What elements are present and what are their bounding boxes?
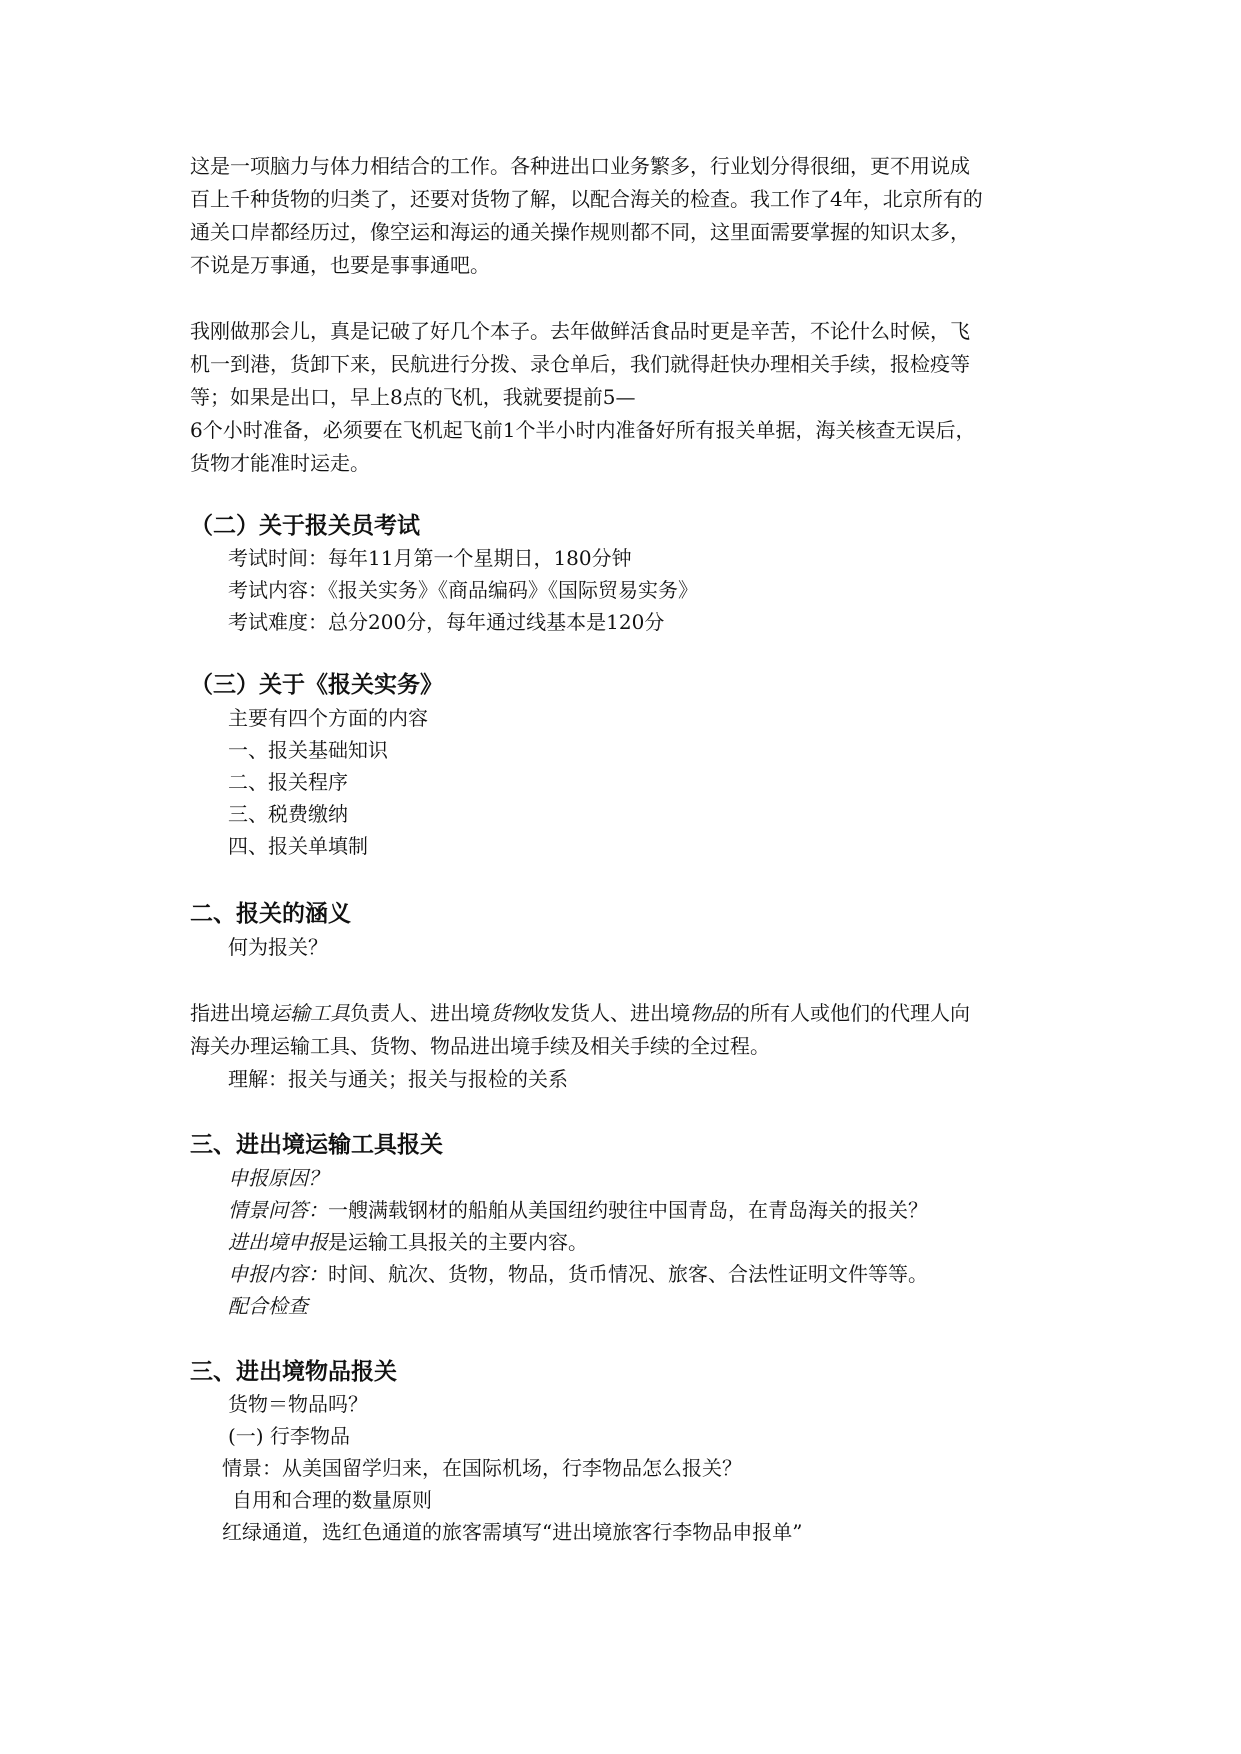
transport-scenario-line [228, 1195, 928, 1225]
goods-channel-line: 红绿通道，选红色通道的旅客需填写“进出境旅客行李物品申报单” [222, 1520, 803, 1544]
definition-line-1 [190, 998, 970, 1028]
meaning-question: 何为报关？ [228, 935, 328, 959]
understanding-line: 理解：报关与通关；报关与报检的关系 [228, 1067, 568, 1091]
intro-paragraph-2 [190, 315, 1070, 480]
content-text: 时间、航次、货物，物品，货币情况、旅客、合法性证明文件等等。 [328, 1262, 928, 1286]
definition-text: 指进出境 [190, 1001, 270, 1025]
goods-question-line: 货物＝物品吗？ [228, 1392, 368, 1416]
goods-principle-line: 自用和合理的数量原则 [232, 1488, 432, 1512]
section-heading-exam: （二）关于报关员考试 [190, 513, 420, 539]
definition-text: 负责人、进出境 [350, 1001, 490, 1025]
text-line: 等；如果是出口，早上8点的飞机，我就要提前5— [190, 385, 636, 409]
scenario-label: 情景问答： [228, 1198, 328, 1222]
text-line: 百上千种货物的归类了，还要对货物了解，以配合海关的检查。我工作了4年，北京所有的 [190, 187, 983, 211]
text-line: 我刚做那会儿，真是记破了好几个本子。去年做鲜活食品时更是辛苦，不论什么时候，飞 [190, 319, 970, 343]
transport-content-line [228, 1259, 928, 1289]
practice-item-3: 三、税费缴纳 [228, 802, 348, 826]
content-label: 申报内容： [228, 1262, 328, 1286]
section-heading-practice: （三）关于《报关实务》 [190, 672, 443, 698]
section-heading-meaning: 二、报关的涵义 [190, 901, 351, 927]
exam-difficulty-line: 考试难度：总分200分，每年通过线基本是120分 [228, 610, 665, 634]
section-heading-transport: 三、进出境运输工具报关 [190, 1132, 443, 1158]
text-line: 通关口岸都经历过，像空运和海运的通关操作规则都不同，这里面需要掌握的知识太多， [190, 220, 970, 244]
definition-text: 的所有人或他们的代理人向 [730, 1001, 970, 1025]
transport-declaration-line [228, 1227, 588, 1257]
text-line: 这是一项脑力与体力相结合的工作。各种进出口业务繁多，行业划分得很细，更不用说成 [190, 154, 970, 178]
exam-time-line: 考试时间：每年11月第一个星期日，180分钟 [228, 546, 632, 570]
exam-content-line: 考试内容：《报关实务》《商品编码》《国际贸易实务》 [228, 578, 698, 602]
practice-intro-line: 主要有四个方面的内容 [228, 706, 428, 730]
definition-emphasis: 物品 [690, 1001, 730, 1025]
transport-inspection-line: 配合检查 [228, 1294, 308, 1318]
text-line: 6个小时准备，必须要在飞机起飞前1个半小时内准备好所有报关单据，海关核查无误后， [190, 418, 976, 442]
section-heading-goods: 三、进出境物品报关 [190, 1359, 397, 1385]
goods-scenario-line: 情景：从美国留学归来，在国际机场，行李物品怎么报关？ [222, 1456, 742, 1480]
practice-item-2: 二、报关程序 [228, 770, 348, 794]
practice-item-1: 一、报关基础知识 [228, 738, 388, 762]
definition-text: 收发货人、进出境 [530, 1001, 690, 1025]
definition-emphasis: 运输工具 [270, 1001, 350, 1025]
transport-reason-line: 申报原因？ [228, 1166, 328, 1190]
text-line: 货物才能准时运走。 [190, 451, 370, 475]
declaration-label: 进出境申报 [228, 1230, 328, 1254]
definition-emphasis: 货物 [490, 1001, 530, 1025]
scenario-text: 一艘满载钢材的船舶从美国纽约驶往中国青岛，在青岛海关的报关？ [328, 1198, 928, 1222]
text-line: 不说是万事通，也要是事事通吧。 [190, 253, 490, 277]
declaration-text: 是运输工具报关的主要内容。 [328, 1230, 588, 1254]
intro-paragraph-1 [190, 150, 1070, 282]
text-line: 机一到港，货卸下来，民航进行分拨、录仓单后，我们就得赶快办理相关手续，报检疫等 [190, 352, 970, 376]
definition-line-2: 海关办理运输工具、货物、物品进出境手续及相关手续的全过程。 [190, 1034, 770, 1058]
goods-luggage-line: (一) 行李物品 [228, 1424, 350, 1448]
practice-item-4: 四、报关单填制 [228, 834, 368, 858]
